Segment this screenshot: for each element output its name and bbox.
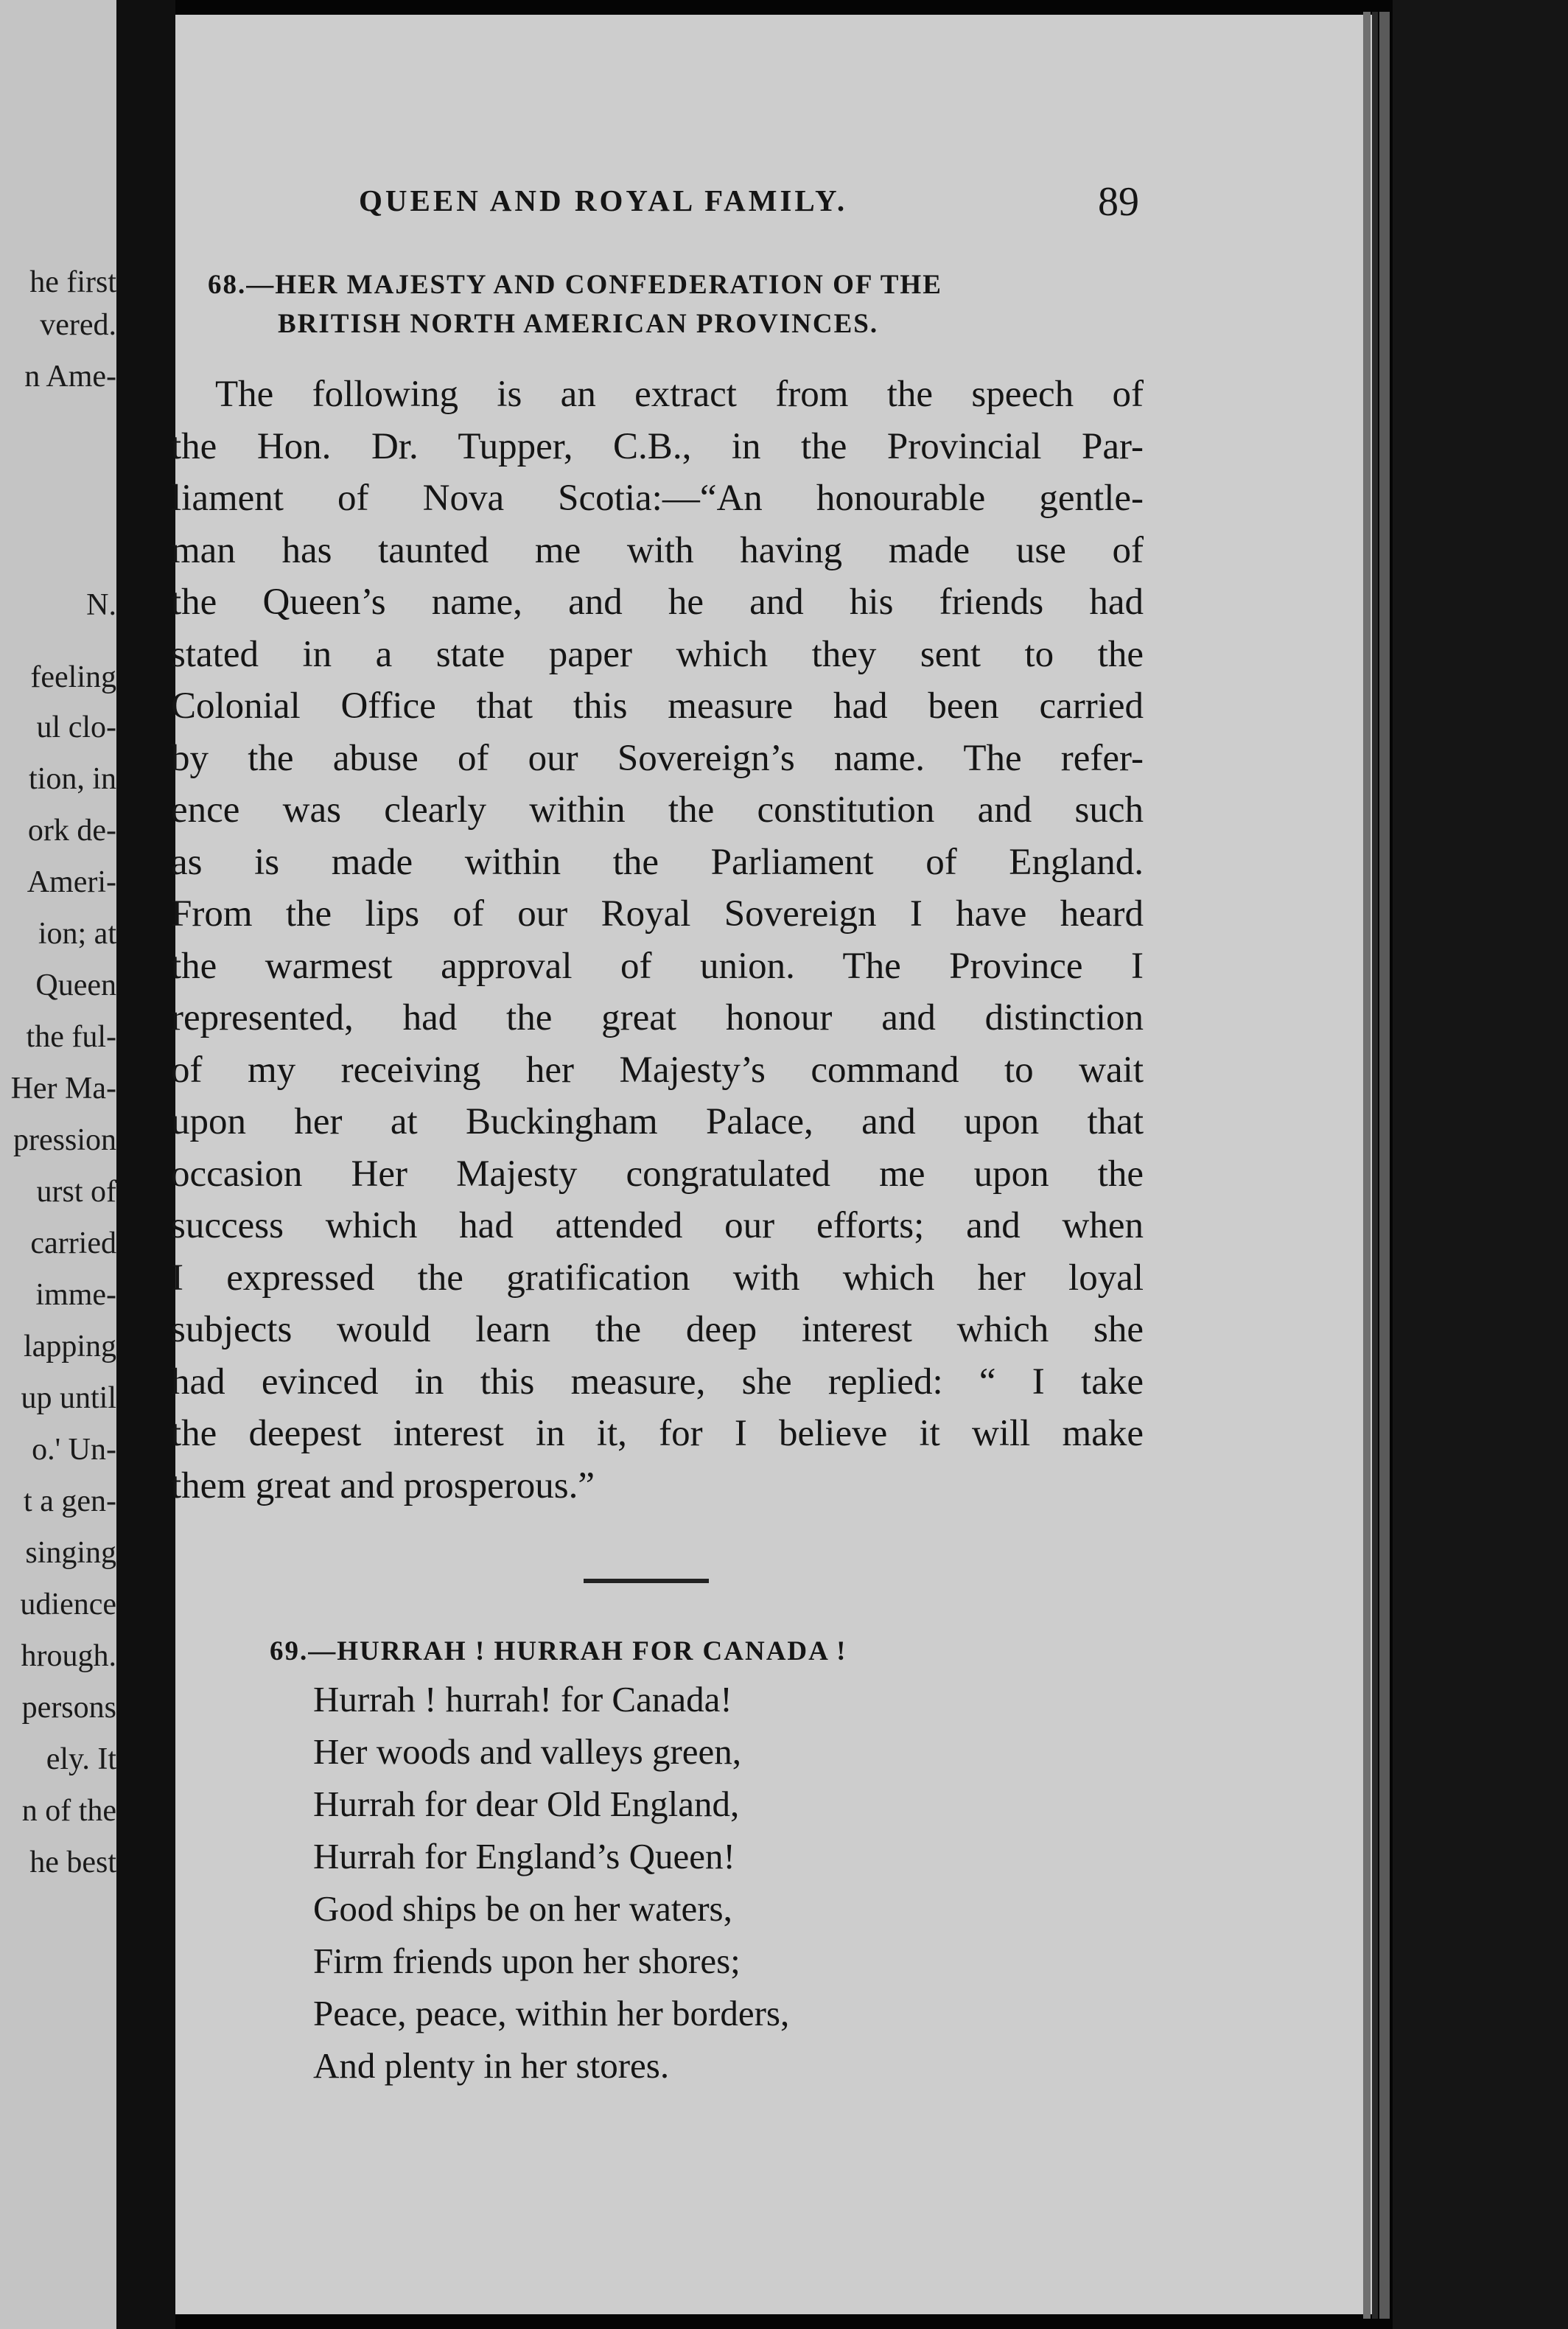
previous-page-fragment: up until <box>21 1381 116 1415</box>
paragraph-line: success which had attended our efforts; and when <box>171 1205 1144 1246</box>
paragraph-line: represented, had the great honour and distinction <box>171 997 1144 1038</box>
paragraph-line: Colonial Office that this measure had been carried <box>171 685 1144 727</box>
previous-page-fragment: he first <box>29 265 116 299</box>
paragraph-line: as is made within the Parliament of England. <box>171 841 1144 883</box>
previous-page-fragment: ul clo- <box>36 710 116 744</box>
paragraph-line: liament of Nova Scotia:—“An honourable gentle- <box>171 478 1144 519</box>
previous-page-fragment: Her Ma- <box>10 1072 116 1106</box>
poem-line: Firm friends upon her shores; <box>313 1941 741 1981</box>
paragraph-line: man has taunted me with having made use of <box>171 529 1144 571</box>
previous-page-fragment: udience <box>20 1588 116 1621</box>
poem-line: And plenty in her stores. <box>313 2045 670 2086</box>
page-stack <box>1393 0 1568 2329</box>
paragraph-line: occasion Her Majesty congratulated me upon the <box>171 1153 1144 1195</box>
previous-page-fragment: pression <box>13 1123 116 1157</box>
paragraph-line: ence was clearly within the constitution and such <box>171 789 1144 831</box>
previous-page-fragment: persons <box>21 1691 116 1725</box>
previous-page-fragment: imme- <box>35 1278 116 1312</box>
paragraph-line: From the lips of our Royal Sovereign I have heard <box>171 893 1144 935</box>
previous-page-fragment: ion; at <box>38 917 116 951</box>
previous-page-fragment: feeling <box>30 660 116 694</box>
paragraph-line: The following is an extract from the speech of <box>215 374 1144 415</box>
paragraph-line: of my receiving her Majesty’s command to wait <box>171 1049 1144 1091</box>
paragraph-line: subjects would learn the deep interest which she <box>171 1309 1144 1350</box>
previous-page-fragment: vered. <box>40 308 116 342</box>
poem-line: Hurrah for England’s Queen! <box>313 1836 735 1876</box>
paragraph-line: the Hon. Dr. Tupper, C.B., in the Provincial Par- <box>171 425 1144 467</box>
page-gutter <box>116 0 175 2329</box>
previous-page-fragment: urst of <box>36 1175 116 1209</box>
section-68-heading: 68.—HER MAJESTY AND CONFEDERATION OF THE <box>208 270 942 300</box>
previous-page-fragment: carried <box>30 1226 116 1260</box>
section-68-heading: BRITISH NORTH AMERICAN PROVINCES. <box>278 309 879 339</box>
previous-page-fragment: the ful- <box>26 1020 116 1054</box>
previous-page-fragment: N. <box>86 588 116 622</box>
previous-page-fragment: ork de- <box>27 814 116 848</box>
poem-line: Hurrah for dear Old England, <box>313 1784 740 1824</box>
paragraph-line: stated in a state paper which they sent to the <box>171 633 1144 675</box>
paragraph-line: had evinced in this measure, she replied: “ I take <box>171 1361 1144 1403</box>
previous-page-fragment: t a gen- <box>24 1484 116 1518</box>
paragraph-line: them great and prosperous.” <box>171 1464 595 1506</box>
previous-page-fragment: n Ame- <box>24 360 116 394</box>
previous-page-fragment: Queen <box>35 968 116 1002</box>
poem-line: Hurrah ! hurrah! for Canada! <box>313 1679 732 1719</box>
section-69-heading: 69.—HURRAH ! HURRAH FOR CANADA ! <box>270 1636 847 1666</box>
paragraph-line: the deepest interest in it, for I believe it will make <box>171 1413 1144 1454</box>
paragraph-line: I expressed the gratification with which her loyal <box>171 1257 1144 1299</box>
page-edge <box>1363 12 1371 2319</box>
running-head: QUEEN AND ROYAL FAMILY. <box>359 184 848 217</box>
previous-page-fragment: singing <box>25 1536 116 1570</box>
poem-line: Peace, peace, within her borders, <box>313 1993 790 2033</box>
previous-page-fragment: n of the <box>21 1794 116 1828</box>
previous-page-fragment: o.' Un- <box>32 1433 116 1467</box>
previous-page-fragment: lapping <box>24 1330 116 1363</box>
paragraph-line: by the abuse of our Sovereign’s name. The refer- <box>171 737 1144 779</box>
previous-page-fragment: tion, in <box>28 762 116 796</box>
poem-line: Her woods and valleys green, <box>313 1731 742 1772</box>
paragraph-line: upon her at Buckingham Palace, and upon that <box>171 1101 1144 1142</box>
section-divider <box>584 1579 709 1583</box>
paragraph-line: the warmest approval of union. The Province I <box>171 945 1144 987</box>
page-number: 89 <box>1098 179 1139 225</box>
previous-page-fragment: hrough. <box>21 1639 116 1673</box>
previous-page-fragment: Ameri- <box>27 865 116 899</box>
previous-page-fragment: he best <box>29 1846 116 1879</box>
page-edge <box>1372 12 1378 2319</box>
previous-page-fragment: ely. It <box>46 1742 116 1776</box>
page-edge <box>1379 12 1390 2319</box>
previous-page-sliver <box>0 0 116 2329</box>
poem-line: Good ships be on her waters, <box>313 1888 732 1929</box>
paragraph-line: the Queen’s name, and he and his friends had <box>171 582 1144 623</box>
